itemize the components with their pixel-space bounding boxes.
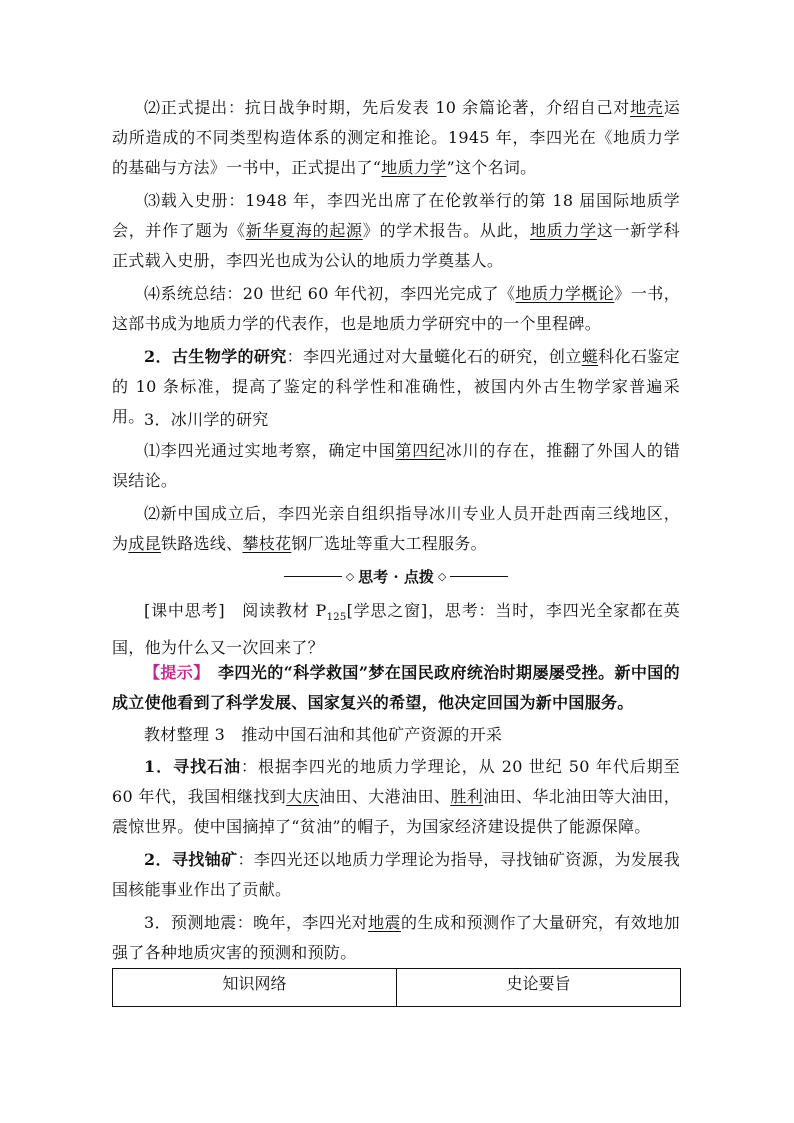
question-label: [课中思考] bbox=[144, 601, 225, 620]
underlined-term: 胜利 bbox=[450, 787, 484, 806]
diamond-icon: ◇ bbox=[345, 569, 355, 583]
underlined-term: 地震 bbox=[368, 913, 401, 932]
underlined-term: 攀枝花 bbox=[242, 534, 292, 553]
table-header-knowledge-network: 知识网络 bbox=[113, 969, 397, 1007]
text: 阅读教材 P bbox=[224, 601, 327, 620]
text: 运动所造成的不同类型构造体系的测定和推论。1945 年，李四光在《地质力学的基础与方法》一书中，正式提出了“ bbox=[112, 98, 680, 177]
paragraph-engineering bbox=[112, 499, 680, 559]
text: ：李四光通过对大量䗴化石的研究，创立 bbox=[286, 347, 582, 366]
underlined-term: 新华夏海的起源 bbox=[245, 221, 363, 240]
underlined-term: 大庆 bbox=[286, 787, 320, 806]
divider-line bbox=[450, 576, 508, 577]
text: 冰川的存在，推翻了外国人的错误结论。 bbox=[112, 441, 680, 490]
text: 铁路选线、 bbox=[160, 534, 243, 553]
text: ⑵正式提出：抗日战争时期，先后发表 10 余篇论著，介绍自己对 bbox=[144, 98, 631, 117]
paragraph-uranium bbox=[112, 845, 680, 905]
text: 油田、华北油田等大油田，震惊世界。使中国摘掉了“贫油”的帽子，为国家经济建设提供了能源保障。 bbox=[112, 787, 680, 836]
text: ：根据李四光的地质力学理论，从 20 世纪 50 年代后期至 60 年代，我国相继找到 bbox=[112, 757, 680, 806]
paragraph-oil bbox=[112, 752, 680, 842]
paragraph-earthquake bbox=[112, 908, 680, 968]
text: 科化石鉴定的 10 条标准，提高了鉴定的科学性和准确性，被国内外古生物学家普遍采用。 bbox=[112, 347, 680, 426]
paragraph-hint bbox=[112, 658, 680, 718]
text: 教材整理 3 推动中国石油和其他矿产资源的开采 bbox=[144, 725, 503, 744]
page-number: 125 bbox=[326, 612, 347, 624]
hint-text: 李四光的“科学救国”梦在国民政府统治时期屡屡受挫。新中国的成立使他看到了科学发展、国家复兴的希望，他决定回国为新中国服务。 bbox=[112, 663, 680, 712]
text: ⑵新中国成立后，李四光亲自组织指导冰川专业人员开赴西南三线地区，为 bbox=[112, 504, 680, 553]
paragraph-summary bbox=[112, 279, 680, 339]
heading-glaciology bbox=[112, 405, 680, 435]
text: 》一书，这部书成为地质力学的代表作，也是地质力学研究中的一个里程碑。 bbox=[112, 284, 681, 333]
text: ”这个名词。 bbox=[446, 158, 537, 177]
text: ⑶载入史册：1948 年，李四光出席了在伦敦举行的第 18 届国际地质学会，并作了题为《 bbox=[112, 191, 680, 240]
paragraph-formal-proposal bbox=[112, 93, 680, 183]
text: ：李四光还以地质力学理论为指导，寻找铀矿资源，为发展我国核能事业作出了贡献。 bbox=[112, 850, 680, 899]
text: 油田、大港油田、 bbox=[319, 787, 451, 806]
divider-title: 思考 · 点拨 bbox=[358, 567, 434, 586]
underlined-term: 地质力学概论 bbox=[515, 284, 615, 303]
divider-line bbox=[284, 576, 342, 577]
underlined-term: 地质力学 bbox=[529, 221, 597, 240]
underlined-term: 䗴 bbox=[581, 347, 599, 366]
hint-label: 【提示】 bbox=[144, 663, 202, 682]
text: 这一新学科正式载入史册，李四光也成为公认的地质力学奠基人。 bbox=[112, 221, 680, 270]
diamond-icon: ◇ bbox=[437, 569, 447, 583]
paragraph-into-history bbox=[112, 186, 680, 276]
section-label: 1．寻找石油 bbox=[144, 757, 241, 776]
table-header-historical-points: 史论要旨 bbox=[397, 969, 681, 1007]
knowledge-table bbox=[112, 968, 681, 1007]
text: 3．冰川学的研究 bbox=[144, 410, 269, 429]
section-label: 2．寻找铀矿 bbox=[144, 850, 238, 869]
text: 的生成和预测作了大量研究，有效地加强了各种地质灾害的预测和预防。 bbox=[112, 913, 680, 962]
underlined-term: 地壳 bbox=[630, 98, 664, 117]
text: ⑷系统总结：20 世纪 60 年代初，李四光完成了《 bbox=[144, 284, 516, 303]
text: [学思之窗]，思考：当时，李四光全家都在英国，他为什么又一次回来了？ bbox=[112, 601, 680, 658]
section-label: 2．古生物学的研究 bbox=[144, 347, 287, 366]
paragraph-question bbox=[112, 596, 680, 663]
text: 》的学术报告。从此， bbox=[362, 221, 530, 240]
paragraph-quaternary bbox=[112, 436, 680, 496]
underlined-term: 成昆 bbox=[128, 534, 161, 553]
text: 3．预测地震：晚年，李四光对 bbox=[144, 913, 369, 932]
text: 钢厂选址等重大工程服务。 bbox=[291, 534, 487, 553]
text: ⑴李四光通过实地考察，确定中国 bbox=[144, 441, 396, 460]
underlined-term: 第四纪 bbox=[395, 441, 446, 460]
heading-section3 bbox=[112, 720, 680, 750]
underlined-term: 地质力学 bbox=[381, 158, 447, 177]
section-divider bbox=[112, 565, 680, 587]
table-row bbox=[113, 969, 681, 1007]
